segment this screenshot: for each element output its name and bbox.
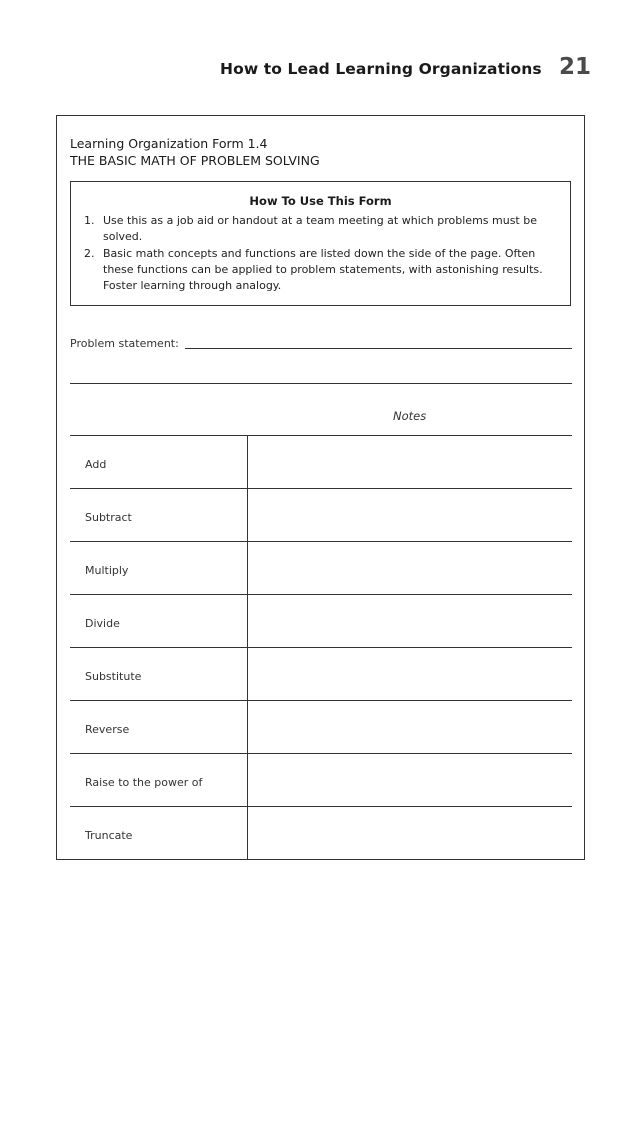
table-row — [70, 647, 572, 700]
running-head-title: How to Lead Learning Organizations — [220, 60, 542, 78]
form-box — [56, 115, 585, 860]
operation-label: Truncate — [85, 829, 133, 842]
how-to-list — [84, 213, 559, 294]
problem-statement-line-2[interactable] — [70, 383, 572, 384]
table-row — [70, 541, 572, 594]
notes-cell[interactable] — [248, 648, 572, 700]
table-row — [70, 700, 572, 753]
notes-cell[interactable] — [248, 807, 572, 859]
how-to-heading: How To Use This Form — [249, 194, 392, 208]
notes-cell[interactable] — [248, 542, 572, 594]
how-to-item-text: Use this as a job aid or handout at a team meeting at which problems must be solved. — [103, 214, 537, 244]
operation-label: Raise to the power of — [85, 776, 203, 789]
problem-statement-line-1[interactable] — [185, 348, 572, 349]
table-row — [70, 435, 572, 488]
notes-cell[interactable] — [248, 489, 572, 541]
how-to-item-text: Basic math concepts and functions are listed down the side of the page. Often these functions can be applied to problem statements, with astonishing results. Foster learning through analogy. — [103, 246, 543, 293]
notes-cell[interactable] — [248, 436, 572, 488]
operation-label: Substitute — [85, 670, 142, 683]
form-title — [70, 135, 320, 169]
operations-table — [70, 435, 572, 860]
how-to-item — [84, 246, 559, 295]
notes-cell[interactable] — [248, 595, 572, 647]
problem-statement-label: Problem statement: — [70, 337, 179, 350]
how-to-item — [84, 213, 559, 246]
form-title-line-2: THE BASIC MATH OF PROBLEM SOLVING — [70, 153, 320, 168]
how-to-item-number: 2. — [84, 246, 95, 260]
operation-label: Reverse — [85, 723, 130, 736]
how-to-item-number: 1. — [84, 214, 95, 227]
table-row — [70, 806, 572, 859]
table-row — [70, 488, 572, 541]
operation-label: Multiply — [85, 564, 129, 577]
form-title-line-1: Learning Organization Form 1.4 — [70, 136, 268, 151]
notes-header: Notes — [393, 409, 427, 423]
operation-label: Add — [85, 458, 107, 471]
running-head — [0, 54, 638, 84]
operation-label: Divide — [85, 617, 120, 630]
table-row — [70, 753, 572, 806]
table-row — [70, 594, 572, 647]
operation-label: Subtract — [85, 511, 132, 524]
notes-cell[interactable] — [248, 701, 572, 753]
page-number: 21 — [559, 54, 592, 80]
notes-cell[interactable] — [248, 754, 572, 806]
how-to-box — [70, 181, 571, 306]
column-divider — [247, 435, 248, 860]
